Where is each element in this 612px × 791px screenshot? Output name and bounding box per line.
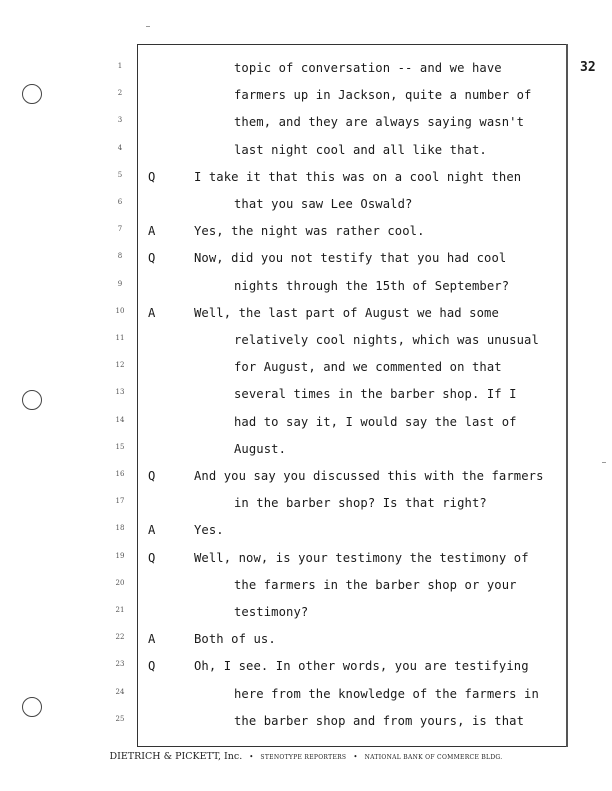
footer-address: NATIONAL BANK OF COMMERCE BLDG. — [364, 754, 503, 761]
transcript-line — [148, 88, 568, 115]
speaker-label: Q — [148, 469, 156, 483]
line-number: 6 — [117, 198, 123, 206]
transcript-line — [148, 306, 568, 333]
line-text: Oh, I see. In other words, you are testifying — [194, 659, 529, 674]
line-text: nights through the 15th of September? — [234, 278, 510, 293]
binder-hole-top — [22, 84, 42, 104]
line-number: 7 — [117, 225, 123, 234]
speaker-label: Q — [148, 659, 156, 674]
transcript-line — [148, 143, 568, 170]
line-text: Well, the last part of August we had some — [194, 305, 499, 320]
line-text: the farmers in the barber shop or your — [234, 577, 517, 592]
line-number: 3 — [117, 116, 123, 125]
transcript-line — [148, 578, 568, 605]
transcript-line — [148, 442, 568, 469]
line-text: had to say it, I would say the last of — [234, 414, 517, 429]
footer-separator: • — [353, 753, 358, 761]
transcript-line — [148, 333, 568, 360]
line-text: Well, now, is your testimony the testimony of — [194, 550, 529, 565]
transcript-line — [148, 115, 568, 142]
line-text: testimony? — [234, 605, 309, 619]
reporter-footer — [0, 751, 612, 762]
line-number: 20 — [115, 578, 125, 587]
binder-hole-bottom — [22, 697, 42, 717]
line-number: 17 — [115, 497, 125, 506]
line-text: Now, did you not testify that you had cool — [194, 251, 507, 266]
line-number: 14 — [115, 415, 125, 424]
line-text: that you saw Lee Oswald? — [234, 197, 413, 211]
speaker-label: A — [148, 305, 156, 320]
line-number: 23 — [115, 660, 125, 669]
line-number: 9 — [117, 279, 123, 288]
line-text: farmers up in Jackson, quite a number of — [234, 88, 532, 103]
line-text: Yes, the night was rather cool. — [194, 224, 425, 239]
line-number: 21 — [115, 606, 125, 614]
line-text: Yes. — [194, 523, 224, 538]
line-number: 19 — [115, 551, 125, 560]
footer-firm: DIETRICH & PICKETT, Inc. — [109, 751, 243, 762]
transcript-line — [148, 469, 568, 496]
transcript-line — [148, 251, 568, 278]
speaker-label: Q — [148, 251, 156, 266]
speaker-label: Q — [148, 550, 156, 565]
transcript-line — [148, 496, 568, 523]
line-number: 2 — [117, 89, 123, 98]
transcript-line — [148, 224, 568, 251]
transcript-line — [148, 279, 568, 306]
line-number: 13 — [115, 388, 125, 397]
line-text: several times in the barber shop. If I — [234, 387, 517, 402]
line-text: relatively cool nights, which was unusual — [234, 333, 539, 347]
transcript-line — [148, 605, 568, 632]
line-text: here from the knowledge of the farmers in — [234, 686, 539, 701]
footer-service: STENOTYPE REPORTERS — [260, 754, 347, 761]
line-text: them, and they are always saying wasn't — [234, 115, 525, 130]
line-text: August. — [234, 441, 287, 456]
line-number: 12 — [115, 361, 125, 370]
line-text: And you say you discussed this with the farmers — [194, 469, 544, 483]
transcript-line — [148, 551, 568, 578]
margin-tick — [602, 462, 606, 463]
transcript-line — [148, 197, 568, 224]
transcript-line — [148, 714, 568, 741]
line-number: 4 — [117, 143, 123, 152]
line-text: in the barber shop? Is that right? — [234, 496, 487, 511]
line-text: Both of us. — [194, 632, 276, 647]
line-number: 15 — [115, 442, 125, 451]
line-number: 24 — [115, 687, 125, 696]
line-number: 18 — [115, 524, 125, 533]
transcript-line — [148, 360, 568, 387]
binder-hole-middle — [22, 390, 42, 410]
speaker-label: A — [148, 523, 156, 538]
line-text: I take it that this was on a cool night then — [194, 169, 522, 184]
transcript-line — [148, 523, 568, 550]
transcript-line — [148, 632, 568, 659]
line-text: last night cool and all like that. — [234, 142, 487, 157]
line-number: 8 — [117, 252, 123, 261]
transcript-line — [148, 387, 568, 414]
transcript-line — [148, 170, 568, 197]
speaker-label: Q — [148, 169, 156, 184]
transcript-line — [148, 687, 568, 714]
line-text: the barber shop and from yours, is that — [234, 713, 525, 728]
line-number: 11 — [115, 334, 125, 342]
transcript-line — [148, 415, 568, 442]
margin-tick — [146, 26, 150, 27]
speaker-label: A — [148, 632, 156, 647]
line-number: 10 — [115, 306, 125, 315]
speaker-label: A — [148, 224, 156, 239]
transcript-line — [148, 61, 568, 88]
line-number: 16 — [115, 470, 125, 478]
line-number: 22 — [115, 633, 125, 642]
line-number: 1 — [117, 62, 123, 70]
line-text: topic of conversation -- and we have — [234, 61, 502, 75]
transcript-line — [148, 659, 568, 686]
footer-separator: • — [249, 753, 254, 761]
line-number: 5 — [117, 170, 123, 179]
line-number: 25 — [115, 714, 125, 723]
page-number: 32 — [580, 60, 596, 75]
line-text: for August, and we commented on that — [234, 360, 502, 375]
